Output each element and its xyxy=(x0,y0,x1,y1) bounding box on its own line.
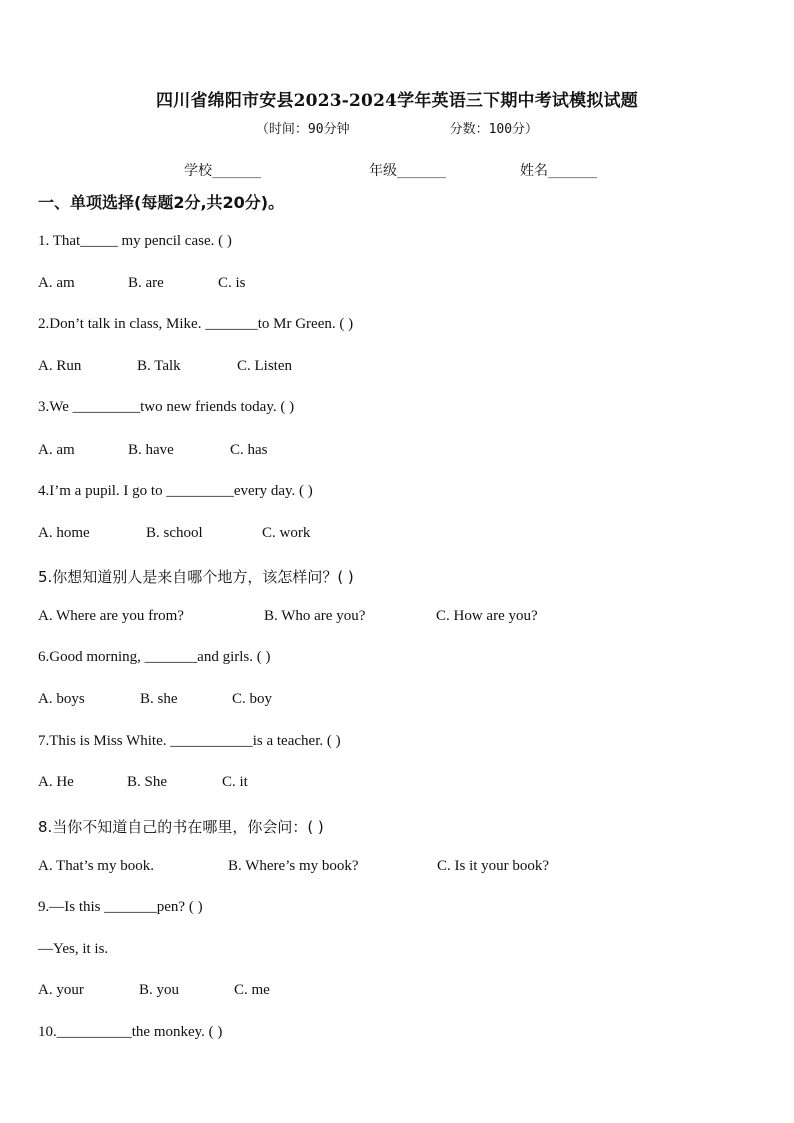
question-stem: 4.I’m a pupil. I go to _________every day. ( ) xyxy=(38,483,313,499)
question-dialogue-reply: —Yes, it is. xyxy=(38,941,109,957)
option-a: A. am xyxy=(38,275,75,291)
question-stem: 5.你想知道别人是来自哪个地方，该怎样问？( ) xyxy=(38,568,354,586)
name-field: 姓名_______ xyxy=(520,163,597,179)
option-b: B. you xyxy=(139,982,180,998)
exam-subtitle xyxy=(0,118,794,137)
question-options xyxy=(38,691,272,708)
question-stem: 9.—Is this _______pen? ( ) xyxy=(38,899,203,915)
option-a: A. Run xyxy=(38,358,82,374)
section-heading: 一、单项选择(每题2分,共20分)。 xyxy=(38,193,285,212)
option-a: A. That’s my book. xyxy=(38,858,154,874)
option-a: A. your xyxy=(38,982,84,998)
question-options xyxy=(38,525,310,542)
option-b: B. Talk xyxy=(137,358,181,374)
option-c: C. it xyxy=(222,774,248,790)
option-c: C. Listen xyxy=(237,358,292,374)
option-c: C. How are you? xyxy=(436,608,538,624)
question-options xyxy=(38,275,246,292)
option-c: C. Is it your book? xyxy=(437,858,550,874)
option-a: A. boys xyxy=(38,691,85,707)
question-stem: 7.This is Miss White. ___________is a teacher. ( ) xyxy=(38,733,341,749)
option-c: C. is xyxy=(218,275,246,291)
time-info: （时间：90分钟 xyxy=(255,122,350,137)
option-b: B. Who are you? xyxy=(264,608,366,624)
question-stem: 10.__________the monkey. ( ) xyxy=(38,1024,223,1040)
option-c: C. work xyxy=(262,525,311,541)
score-info: 分数：100分） xyxy=(449,122,539,137)
option-b: B. school xyxy=(146,525,203,541)
question-stem: 6.Good morning, _______and girls. ( ) xyxy=(38,649,271,665)
question-options xyxy=(38,774,248,791)
option-a: A. home xyxy=(38,525,90,541)
school-field: 学校_______ xyxy=(184,163,261,179)
question-stem: 2.Don’t talk in class, Mike. _______to Mr Green. ( ) xyxy=(38,316,354,332)
question-stem: 1. That_____ my pencil case. ( ) xyxy=(38,233,232,249)
question-options xyxy=(38,858,549,875)
option-b: B. have xyxy=(128,442,174,458)
option-c: C. boy xyxy=(232,691,273,707)
question-stem: 8.当你不知道自己的书在哪里，你会问：( ) xyxy=(38,818,324,836)
option-b: B. Where’s my book? xyxy=(228,858,359,874)
question-stem: 3.We _________two new friends today. ( ) xyxy=(38,399,295,415)
option-b: B. are xyxy=(128,275,164,291)
exam-title: 四川省绵阳市安县2023-2024学年英语三下期中考试模拟试题 xyxy=(156,91,638,111)
option-a: A. He xyxy=(38,774,74,790)
option-c: C. me xyxy=(234,982,270,998)
question-options xyxy=(38,608,538,625)
question-options xyxy=(38,982,270,999)
question-options xyxy=(38,442,268,459)
option-a: A. Where are you from? xyxy=(38,608,184,624)
option-b: B. she xyxy=(140,691,178,707)
option-a: A. am xyxy=(38,442,75,458)
option-c: C. has xyxy=(230,442,268,458)
question-options xyxy=(38,358,292,375)
option-b: B. She xyxy=(127,774,168,790)
grade-field: 年级_______ xyxy=(369,163,446,179)
